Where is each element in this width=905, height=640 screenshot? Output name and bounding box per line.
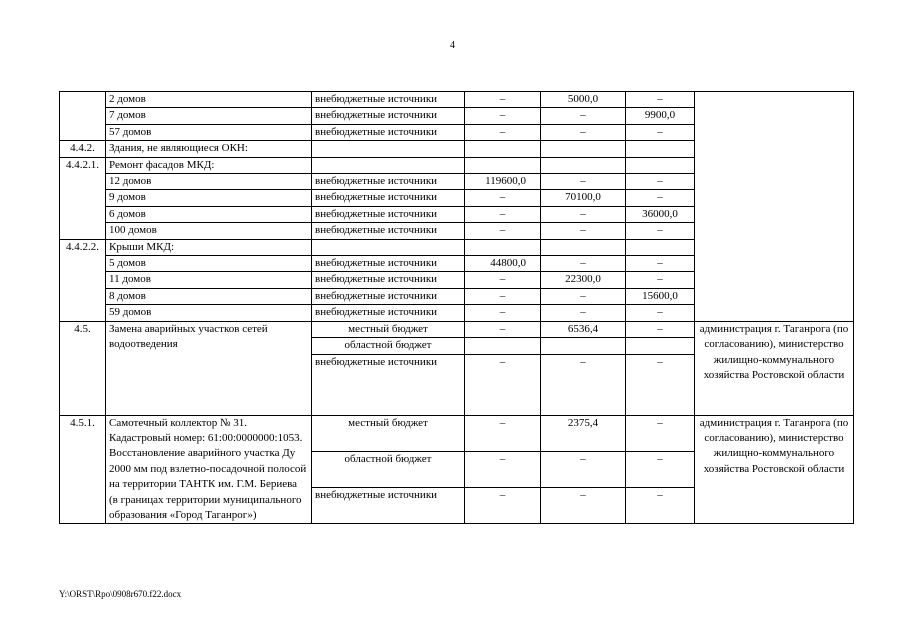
item-name-cell: 8 домов: [106, 288, 312, 304]
value-cell: –: [541, 354, 626, 415]
value-cell: 2375,4: [541, 415, 626, 451]
page-number: 4: [450, 40, 455, 51]
source-cell: [312, 141, 465, 157]
row-number-cell: [60, 92, 106, 141]
section-title-cell: Здания, не являющиеся ОКН:: [106, 141, 312, 157]
value-cell: [626, 141, 695, 157]
item-name-cell: 11 домов: [106, 272, 312, 288]
section-title-cell: Крыши МКД:: [106, 239, 312, 255]
value-cell: –: [541, 124, 626, 140]
value-cell: [541, 157, 626, 173]
value-cell: 6536,4: [541, 321, 626, 337]
table-row: [60, 415, 854, 451]
value-cell: –: [626, 321, 695, 337]
value-cell: [626, 239, 695, 255]
value-cell: [626, 338, 695, 354]
value-cell: –: [541, 288, 626, 304]
value-cell: –: [541, 223, 626, 239]
value-cell: –: [465, 451, 541, 487]
source-cell: внебюджетные источники: [312, 488, 465, 524]
value-cell: [465, 141, 541, 157]
value-cell: –: [626, 415, 695, 451]
value-cell: –: [541, 488, 626, 524]
value-cell: –: [465, 124, 541, 140]
value-cell: –: [626, 256, 695, 272]
value-cell: 5000,0: [541, 92, 626, 108]
value-cell: –: [465, 272, 541, 288]
value-cell: –: [465, 206, 541, 222]
value-cell: –: [465, 92, 541, 108]
value-cell: –: [541, 451, 626, 487]
value-cell: [465, 239, 541, 255]
row-number-cell: 4.5.1.: [60, 415, 106, 524]
item-name-cell: 59 домов: [106, 305, 312, 321]
value-cell: –: [626, 174, 695, 190]
value-cell: –: [465, 305, 541, 321]
value-cell: –: [465, 415, 541, 451]
section-title-cell: Ремонт фасадов МКД:: [106, 157, 312, 173]
value-cell: –: [626, 272, 695, 288]
value-cell: –: [465, 488, 541, 524]
value-cell: 9900,0: [626, 108, 695, 124]
value-cell: 70100,0: [541, 190, 626, 206]
item-name-cell: 12 домов: [106, 174, 312, 190]
source-cell: местный бюджет: [312, 415, 465, 451]
value-cell: –: [465, 190, 541, 206]
source-cell: внебюджетные источники: [312, 288, 465, 304]
executor-cell: администрация г. Таганрога (по согласованию), министерство жилищно-коммунального хозяйства Ростовской области: [695, 321, 854, 415]
value-cell: [626, 157, 695, 173]
value-cell: –: [465, 223, 541, 239]
section-title-cell: Замена аварийных участков сетей водоотведения: [106, 321, 312, 415]
value-cell: [541, 338, 626, 354]
value-cell: 119600,0: [465, 174, 541, 190]
value-cell: –: [541, 108, 626, 124]
value-cell: –: [465, 108, 541, 124]
item-name-cell: 9 домов: [106, 190, 312, 206]
value-cell: –: [626, 124, 695, 140]
source-cell: внебюджетные источники: [312, 223, 465, 239]
source-cell: внебюджетные источники: [312, 92, 465, 108]
row-number-cell: 4.4.2.1.: [60, 157, 106, 239]
row-number-cell: 4.4.2.: [60, 141, 106, 157]
executor-cell: [695, 92, 854, 322]
item-name-cell: 100 домов: [106, 223, 312, 239]
source-cell: внебюджетные источники: [312, 272, 465, 288]
footer-file-path: Y:\ORST\Rpo\0908r670.f22.docx: [59, 589, 182, 599]
source-cell: внебюджетные источники: [312, 305, 465, 321]
item-name-cell: 5 домов: [106, 256, 312, 272]
source-cell: областной бюджет: [312, 338, 465, 354]
value-cell: 44800,0: [465, 256, 541, 272]
value-cell: –: [541, 256, 626, 272]
value-cell: –: [541, 206, 626, 222]
value-cell: –: [465, 321, 541, 337]
table-row: [60, 92, 854, 108]
source-cell: внебюджетные источники: [312, 124, 465, 140]
value-cell: –: [541, 305, 626, 321]
value-cell: –: [465, 288, 541, 304]
value-cell: –: [626, 488, 695, 524]
source-cell: местный бюджет: [312, 321, 465, 337]
source-cell: [312, 239, 465, 255]
executor-cell: администрация г. Таганрога (по согласованию), министерство жилищно-коммунального хозяйства Ростовской области: [695, 415, 854, 524]
value-cell: [465, 338, 541, 354]
source-cell: внебюджетные источники: [312, 256, 465, 272]
value-cell: [541, 141, 626, 157]
source-cell: [312, 157, 465, 173]
row-number-cell: 4.5.: [60, 321, 106, 415]
table-row: [60, 321, 854, 337]
item-name-cell: 2 домов: [106, 92, 312, 108]
value-cell: –: [626, 190, 695, 206]
source-cell: внебюджетные источники: [312, 190, 465, 206]
source-cell: областной бюджет: [312, 451, 465, 487]
item-name-cell: 57 домов: [106, 124, 312, 140]
value-cell: 22300,0: [541, 272, 626, 288]
value-cell: –: [465, 354, 541, 415]
value-cell: 36000,0: [626, 206, 695, 222]
program-table: [59, 91, 854, 524]
value-cell: 15600,0: [626, 288, 695, 304]
value-cell: –: [541, 174, 626, 190]
section-title-cell: Самотечный коллектор № 31. Кадастровый номер: 61:00:0000000:1053. Восстановление аварийного участка Ду 2000 мм под взлетно-посадочной полосой на территории ТАНТК им. Г.М. Бериева (в границах территории муниципального образования «Город Таганрог»): [106, 415, 312, 524]
source-cell: внебюджетные источники: [312, 174, 465, 190]
value-cell: [465, 157, 541, 173]
source-cell: внебюджетные источники: [312, 108, 465, 124]
row-number-cell: 4.4.2.2.: [60, 239, 106, 321]
value-cell: [541, 239, 626, 255]
source-cell: внебюджетные источники: [312, 354, 465, 415]
source-cell: внебюджетные источники: [312, 206, 465, 222]
item-name-cell: 7 домов: [106, 108, 312, 124]
value-cell: –: [626, 92, 695, 108]
value-cell: –: [626, 305, 695, 321]
value-cell: –: [626, 354, 695, 415]
value-cell: –: [626, 223, 695, 239]
value-cell: –: [626, 451, 695, 487]
item-name-cell: 6 домов: [106, 206, 312, 222]
